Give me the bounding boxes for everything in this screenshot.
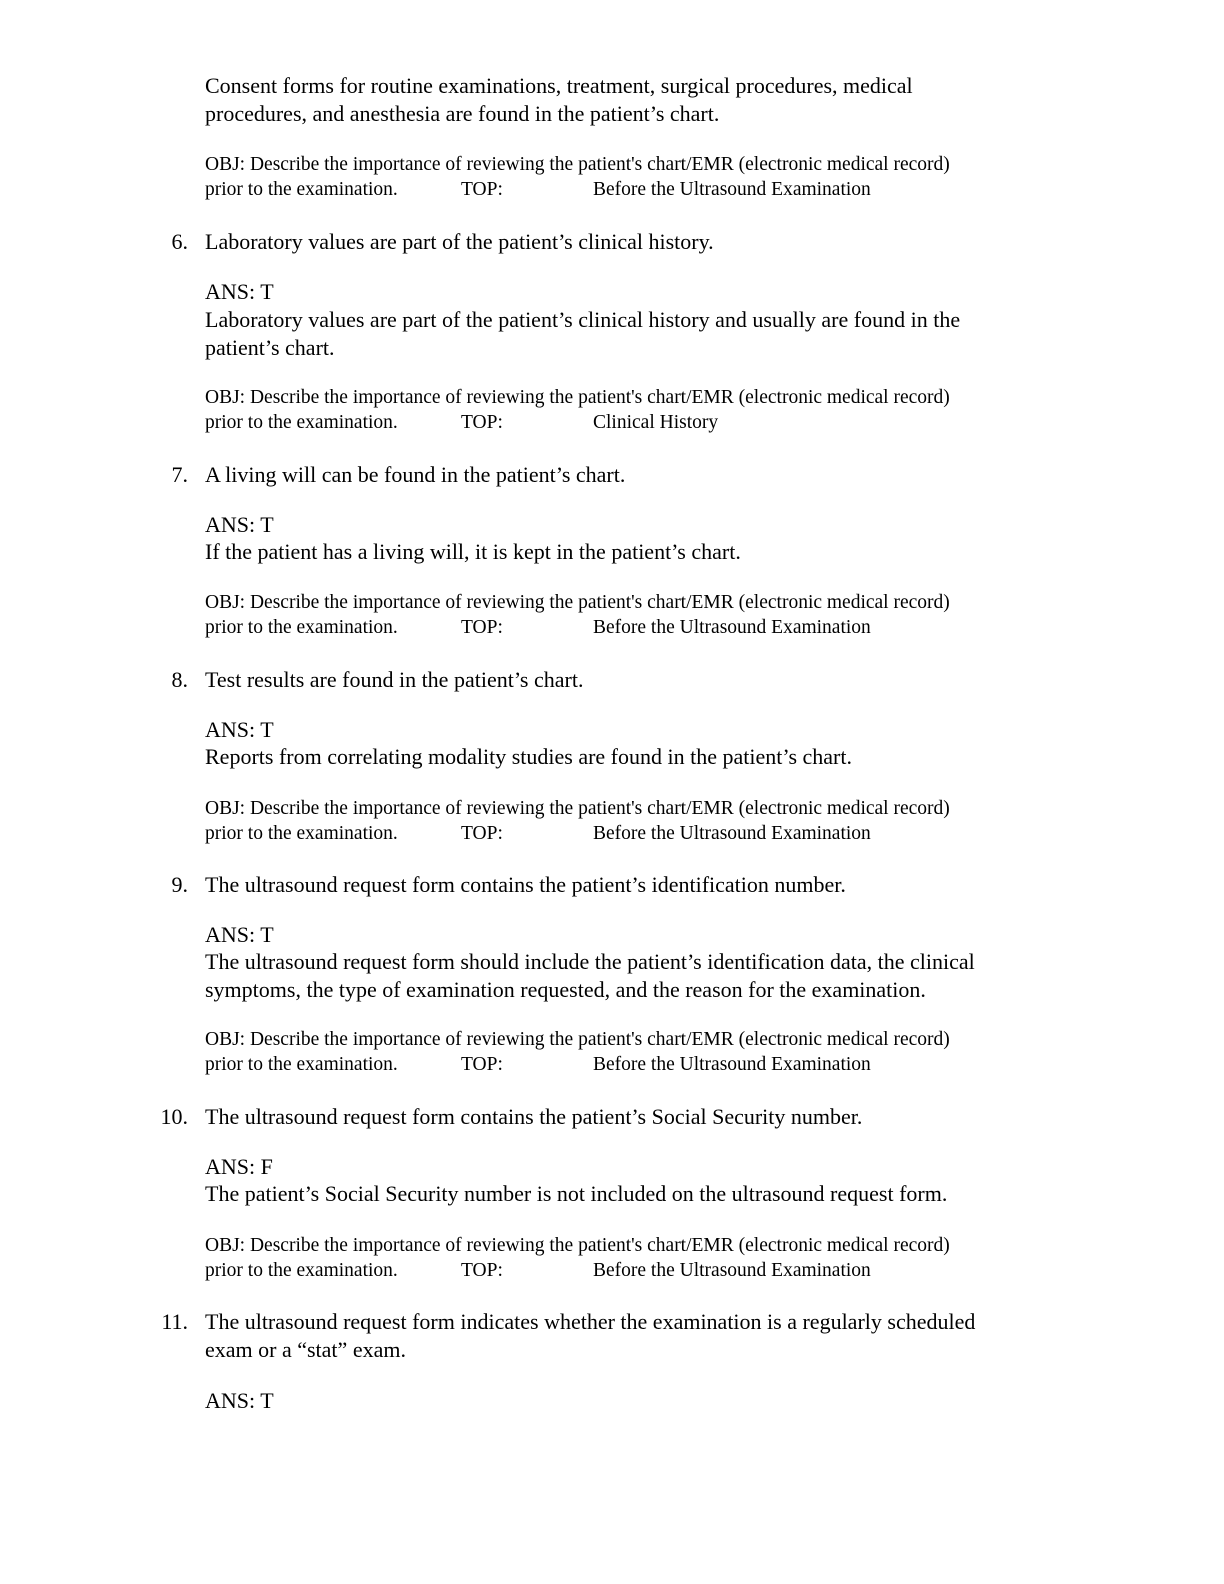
rationale-line: The ultrasound request form should include the patient’s identification data, the clinical [205,949,975,974]
objective-line: OBJ: Describe the importance of reviewing the patient's chart/EMR (electronic medical record) [205,592,950,613]
topic-value: Before the Ultrasound Examination [593,617,871,638]
answer-key: ANS: T [205,512,274,537]
topic-label: TOP: [461,179,503,200]
objective-line-end: prior to the examination. [205,179,398,200]
question-number: 10. [160,1104,188,1129]
objective-line-end: prior to the examination. [205,617,398,638]
objective-line-end: prior to the examination. [205,1260,398,1281]
question-number: 8. [171,667,188,692]
rationale-line: procedures, and anesthesia are found in the patient’s chart. [205,101,720,126]
topic-value: Before the Ultrasound Examination [593,1260,871,1281]
objective-line-end: prior to the examination. [205,1054,398,1075]
objective-line: OBJ: Describe the importance of reviewing the patient's chart/EMR (electronic medical record) [205,1029,950,1050]
question-text: The ultrasound request form contains the patient’s Social Security number. [205,1104,863,1129]
question-text: Test results are found in the patient’s chart. [205,667,584,692]
rationale-line: If the patient has a living will, it is kept in the patient’s chart. [205,539,741,564]
objective-line: OBJ: Describe the importance of reviewing the patient's chart/EMR (electronic medical record) [205,1235,950,1256]
question-text: Laboratory values are part of the patient’s clinical history. [205,229,714,254]
topic-value: Before the Ultrasound Examination [593,179,871,200]
question-number: 11. [161,1309,188,1334]
rationale-line: Laboratory values are part of the patient’s clinical history and usually are found in the [205,307,961,332]
rationale-line: patient’s chart. [205,335,335,360]
objective-line: OBJ: Describe the importance of reviewing the patient's chart/EMR (electronic medical record) [205,387,950,408]
answer-key: ANS: T [205,279,274,304]
objective-topic-line [205,177,871,202]
question-text: exam or a “stat” exam. [205,1337,406,1362]
rationale-line: Consent forms for routine examinations, treatment, surgical procedures, medical [205,73,913,98]
topic-value: Before the Ultrasound Examination [593,1054,871,1075]
topic-label: TOP: [461,823,503,844]
objective-line-end: prior to the examination. [205,823,398,844]
topic-label: TOP: [461,412,503,433]
question-text: The ultrasound request form indicates whether the examination is a regularly scheduled [205,1309,976,1334]
rationale-line: The patient’s Social Security number is not included on the ultrasound request form. [205,1181,948,1206]
answer-key: ANS: T [205,717,274,742]
objective-line: OBJ: Describe the importance of reviewing the patient's chart/EMR (electronic medical record) [205,154,950,175]
objective-topic-line [205,615,871,640]
answer-key: ANS: T [205,922,274,947]
question-text: A living will can be found in the patient’s chart. [205,462,626,487]
objective-topic-line [205,821,871,846]
rationale-line: Reports from correlating modality studies are found in the patient’s chart. [205,744,852,769]
rationale-line: symptoms, the type of examination requested, and the reason for the examination. [205,977,926,1002]
objective-line: OBJ: Describe the importance of reviewing the patient's chart/EMR (electronic medical record) [205,798,950,819]
topic-label: TOP: [461,617,503,638]
objective-topic-line [205,1258,871,1283]
answer-key: ANS: F [205,1154,273,1179]
topic-value: Before the Ultrasound Examination [593,823,871,844]
question-number: 6. [171,229,188,254]
objective-topic-line [205,1052,871,1077]
topic-label: TOP: [461,1054,503,1075]
topic-label: TOP: [461,1260,503,1281]
objective-line-end: prior to the examination. [205,412,398,433]
answer-key: ANS: T [205,1388,274,1413]
question-number: 9. [171,872,188,897]
topic-value: Clinical History [593,412,719,433]
objective-topic-line [205,410,719,435]
question-number: 7. [171,462,188,487]
question-text: The ultrasound request form contains the patient’s identification number. [205,872,846,897]
